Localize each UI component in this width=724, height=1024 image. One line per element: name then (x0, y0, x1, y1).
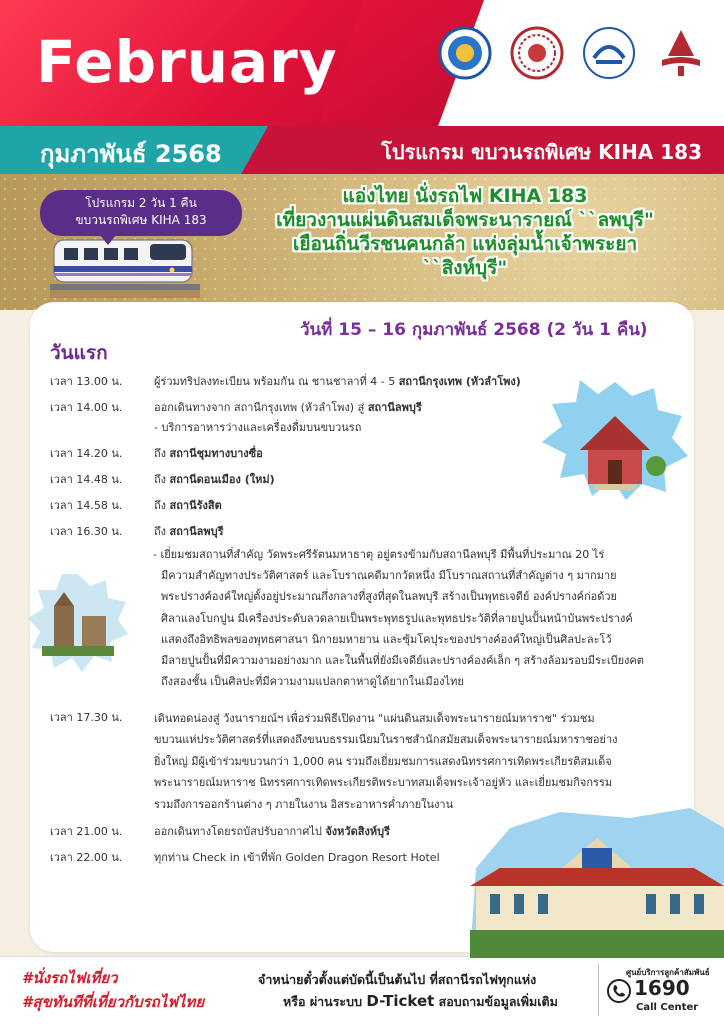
headline-line-1: แอ่งไทย นั่งรถไฟ KIHA 183 (342, 185, 588, 207)
tat-logo-icon (582, 26, 636, 80)
footer-divider (598, 964, 599, 1016)
headline (230, 184, 700, 280)
detail-line: แสดงถึงอิทธิพลของพุทธศาสนา นิกายมหายาน และซุ้มโคปุระของปรางค์องค์ใหญ่เป็นศิลปะละโว้ (161, 632, 612, 646)
trip-date: วันที่ 15 – 16 กุมภาพันธ์ 2568 (2 วัน 1 คืน) (300, 320, 648, 340)
itinerary-row (50, 708, 624, 815)
lopburi-detail (153, 544, 644, 692)
detail-line: ศิลาแลงโบกปูน มีเครื่องประดับลวดลายเป็นพระพุทธรูปและพุทธประวัติที่ลายปูนปั้นหน้าบันพระปรางค์ (161, 611, 633, 625)
row-desc: ถึง สถานีรังสิต (154, 499, 222, 512)
itinerary-row (50, 418, 544, 438)
row-time (50, 418, 154, 438)
d-ticket-label: D-Ticket (366, 992, 435, 1010)
itinerary-row (50, 372, 544, 392)
ruins-photo (28, 572, 128, 672)
row-time: เวลา 16.30 น. (50, 525, 123, 538)
row-desc: ทุกท่าน Check in เข้าที่พัก Golden Dragon Resort Hotel (154, 851, 440, 864)
detail-line: พระปรางค์องค์ใหญ่ตั้งอยู่ประมาณกึ่งกลางที่สูงที่สุดในลพบุรี สร้างเป็นพุทธเจดีย์ องค์ปรางค์ก่อด้วย (161, 590, 617, 604)
program-title: โปรแกรม ขบวนรถพิเศษ KIHA 183 (381, 140, 702, 164)
itinerary-row (50, 496, 544, 516)
month-title: February (36, 28, 338, 96)
railway-seal-icon (510, 26, 564, 80)
itinerary-row (50, 444, 544, 464)
row-desc: ออกเดินทางโดยรถบัสปรับอากาศไป จังหวัดสิงห์บุรี (154, 825, 390, 838)
row-desc: ถึง สถานีชุมทางบางซื่อ (154, 447, 263, 460)
ministry-seal-icon (438, 26, 492, 80)
itinerary-row (50, 398, 544, 418)
ticket-info-line-2: หรือ ผ่านระบบ D-Ticket สอบถามข้อมูลเพิ่มเติม (283, 992, 558, 1010)
headline-line-4: ``สิงห์บุรี" (422, 257, 508, 279)
phone-icon (606, 978, 632, 1008)
row-desc: ถึง สถานีลพบุรี (154, 525, 224, 538)
hashtag-2: #สุขทันทีที่เที่ยวกับรถไฟไทย (22, 993, 205, 1011)
itinerary-row (50, 822, 544, 842)
call-center-label: ศูนย์บริการลูกค้าสัมพันธ์ (626, 968, 710, 977)
bubble-line-2: ขบวนรถพิเศษ KIHA 183 (75, 213, 207, 227)
row-time: เวลา 22.00 น. (50, 851, 123, 864)
bubble-line-1: โปรแกรม 2 วัน 1 คืน (85, 196, 197, 210)
row-desc: ออกเดินทางจาก สถานีกรุงเทพ (หัวลำโพง) สู่ สถานีลพบุรี (154, 401, 422, 414)
detail-line: ถึงสองชั้น เป็นศิลปะที่มีความงามแปลกตาหาดูได้ยากในเมืองไทย (161, 675, 464, 689)
detail-line: - เยี่ยมชมสถานที่สำคัญ วัดพระศรีรัตนมหาธาตุ อยู่ตรงข้ามกับสถานีลพบุรี มีพื้นที่ประมาณ 20 ไร่ (153, 548, 605, 561)
call-center-number: 1690 (634, 976, 690, 1000)
headline-line-3: เยือนถิ่นวีรชนคนกล้า แห่งลุ่มน้ำเจ้าพระยา (292, 233, 638, 255)
row-time: เวลา 21.00 น. (50, 825, 123, 838)
srt-logo-icon (654, 26, 708, 80)
row-time: เวลา 14.20 น. (50, 447, 123, 460)
detail-line: มีลายปูนปั้นที่มีความงามอย่างมาก และในพื้นที่ยังมีเจดีย์และปรางค์องค์เล็ก ๆ สร้างล้อมรอบมีระเบียงคต (161, 654, 644, 668)
row-time: เวลา 14.00 น. (50, 401, 123, 414)
ticket-info-line-1: จำหน่ายตั๋วตั้งแต่บัดนี้เป็นต้นไป ที่สถานีรถไฟทุกแห่ง (258, 972, 537, 987)
logo-row (438, 26, 708, 80)
row-time: เวลา 14.48 น. (50, 473, 123, 486)
itinerary-row (50, 848, 544, 868)
temple-photo (540, 380, 690, 500)
row-time: เวลา 13.00 น. (50, 375, 123, 388)
hashtag-1: #นั่งรถไฟเที่ยว (22, 969, 118, 987)
day-label: วันแรก (50, 342, 108, 364)
itinerary-row (50, 522, 544, 542)
thai-month: กุมภาพันธ์ 2568 (40, 140, 222, 168)
call-center-text: Call Center (636, 1002, 699, 1013)
row-desc: ถึง สถานีดอนเมือง (ใหม่) (154, 473, 275, 486)
row-time: เวลา 14.58 น. (50, 499, 123, 512)
row-desc: เดินทอดน่องสู่ วังนารายณ์ฯ เพื่อร่วมพิธีเปิดงาน "แผ่นดินสมเด็จพระนารายณ์มหาราช" ร่วมชม ขบวนแห่ประวัติศาสตร์ที่แสดงถึงขนบธรรมเนียมในราชสำนักสมัยสมเด็จพระนารายณ์มหาราชอย่าง ยิ่งใหญ่ มีผู้เข้าร่วมขบวนกว่า 1,000 คน รวมถึงเยี่ยมชมการแสดงนิทรรศการเทิดพระเกียรติสมเด็จ พระนารายณ์มหาราช นิทรรศการเทิดพระเกียรติพระบาทสมเด็จพระเจ้าอยู่หัว และเยี่ยมชมกิจกรรม รวมถึงการออกร้านต่าง ๆ ภายในงาน อิสระอาหารค่ำภายในงาน (154, 712, 618, 811)
row-desc: ผู้ร่วมทริปลงทะเบียน พร้อมกัน ณ ชานชาลาที่ 4 - 5 สถานีกรุงเทพ (หัวลำโพง) (154, 375, 521, 388)
detail-line: มีความสำคัญทางประวัติศาสตร์ และโบราณคดีมากวัดหนึ่ง มีโบราณสถานที่สำคัญต่าง ๆ มากมาย (161, 569, 617, 583)
headline-line-2: เที่ยวงานแผ่นดินสมเด็จพระนารายณ์ ``ลพบุรี" (276, 209, 654, 231)
itinerary-row (50, 470, 544, 490)
program-bubble (40, 190, 242, 236)
train-image (50, 226, 200, 310)
row-time: เวลา 17.30 น. (50, 711, 123, 724)
row-desc: - บริการอาหารว่างและเครื่องดื่มบนขบวนรถ (154, 421, 362, 434)
